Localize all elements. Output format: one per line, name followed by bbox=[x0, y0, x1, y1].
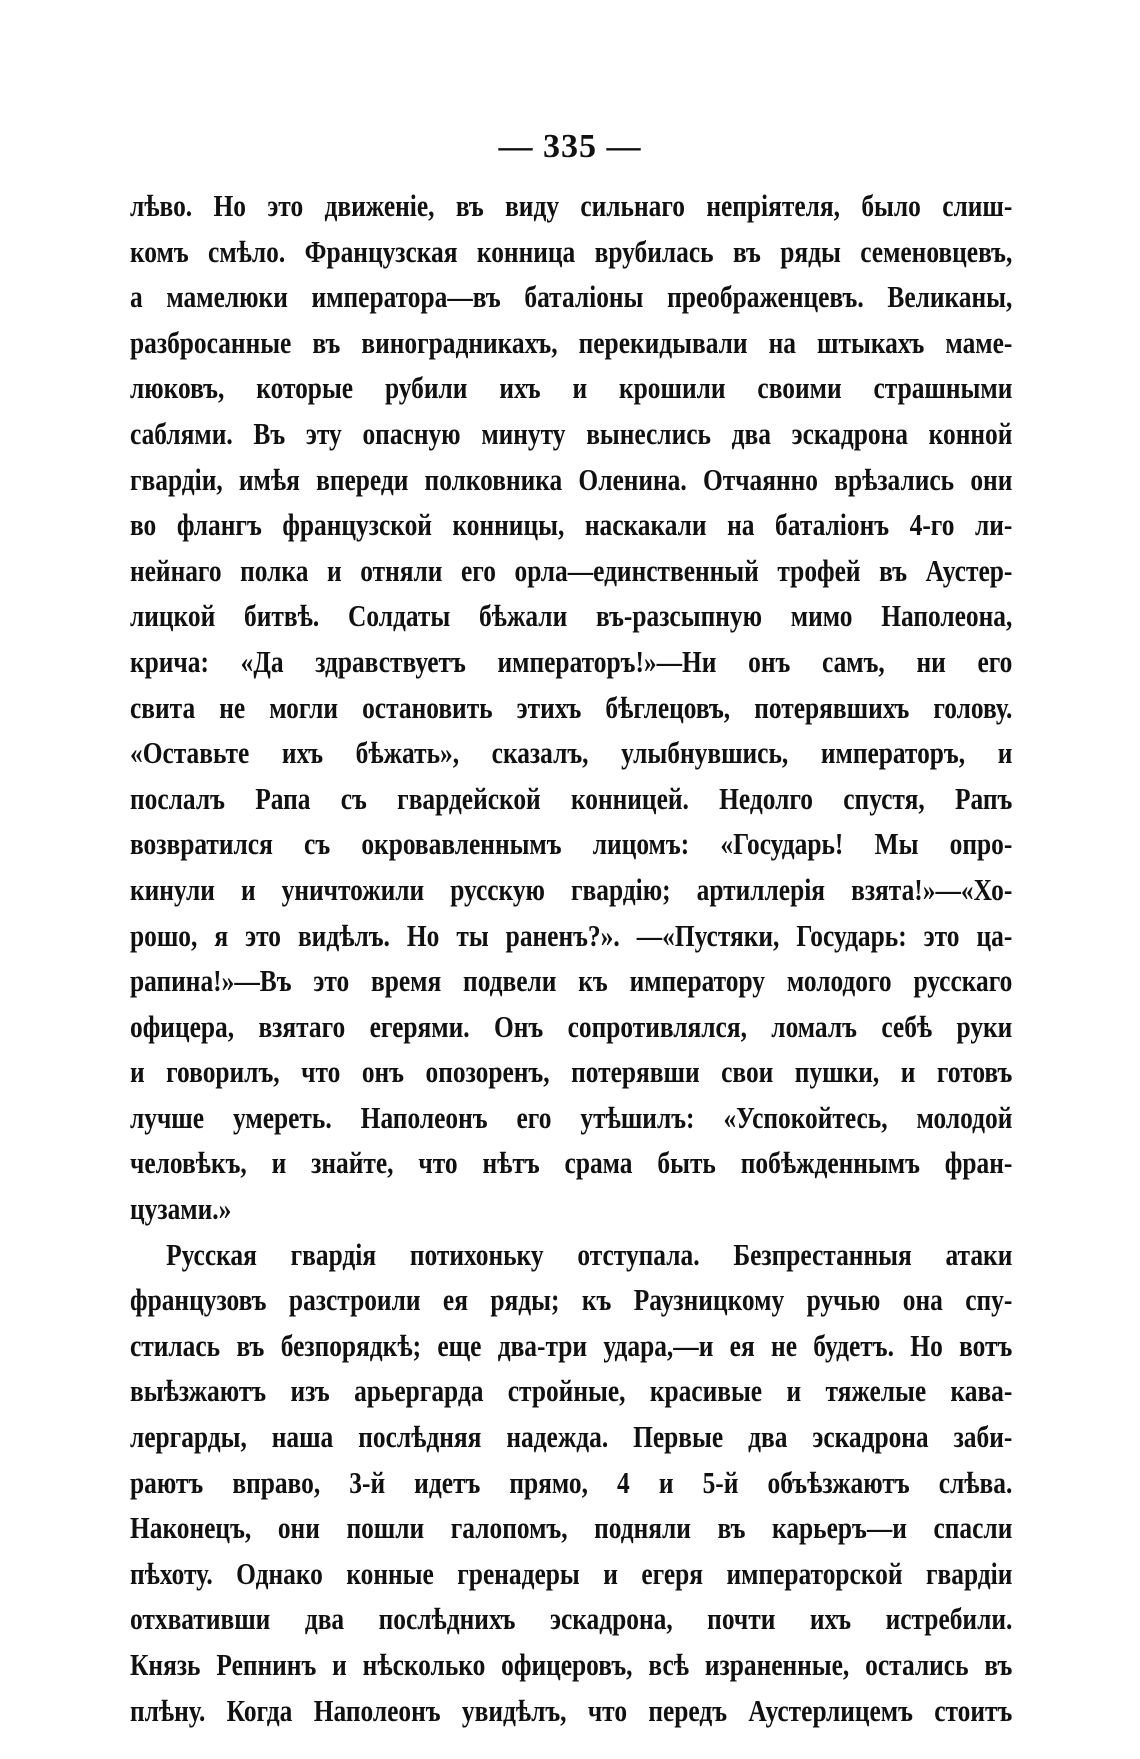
text-line: «Оставьте ихъ бѣжать», сказалъ, улыбнувшись, императоръ, и bbox=[130, 735, 1013, 771]
text-line: и говорилъ, что онъ опозоренъ, потерявши свои пушки, и готовъ bbox=[130, 1054, 1013, 1090]
text-line: плѣну. Когда Наполеонъ увидѣлъ, что передъ Аустерлицемъ стоитъ bbox=[130, 1692, 1013, 1728]
text-line: послалъ Рапа съ гвардейской конницей. Недолго спустя, Рапъ bbox=[130, 780, 1013, 816]
text-line: рапина!»—Въ это время подвели къ императору молодого русскаго bbox=[130, 963, 1013, 999]
text-line: лѣво. Но это движеніе, въ виду сильнаго непріятеля, было слиш- bbox=[130, 188, 1013, 223]
text-line: во флангъ французской конницы, наскакали на баталіонъ 4-го ли- bbox=[130, 507, 1013, 543]
text-line: французовъ разстроили ея ряды; къ Раузницкому ручью она спу- bbox=[130, 1282, 1013, 1318]
text-line: возвратился съ окровавленнымъ лицомъ: «Государь! Мы опро- bbox=[130, 826, 1013, 862]
text-line: цузами.» bbox=[130, 1191, 232, 1227]
text-line: Русская гвардія потихоньку отступала. Безпрестанныя атаки bbox=[166, 1236, 1013, 1272]
text-line: лергарды, наша послѣдняя надежда. Первые два эскадрона заби- bbox=[130, 1419, 1013, 1455]
text-line: кинули и уничтожили русскую гвардію; артиллерія взята!»—«Хо- bbox=[130, 871, 1013, 907]
text-line: человѣкъ, и знайте, что нѣтъ срама быть побѣжденнымъ фран- bbox=[130, 1145, 1013, 1181]
text-line: нейнаго полка и отняли его орла—единственный трофей въ Аустер- bbox=[130, 552, 1013, 588]
text-line: лучше умереть. Наполеонъ его утѣшилъ: «Успокойтесь, молодой bbox=[130, 1099, 1013, 1135]
text-line: рошо, я это видѣлъ. Но ты раненъ?». —«Пустяки, Государь: это ца- bbox=[130, 917, 1013, 953]
text-line: разбросанные въ виноградникахъ, перекидывали на штыкахъ маме- bbox=[130, 324, 1013, 360]
text-line: Наконецъ, они пошли галопомъ, подняли въ карьеръ—и спасли bbox=[130, 1510, 1013, 1546]
text-line: лицкой битвѣ. Солдаты бѣжали въ-разсыпную мимо Наполеона, bbox=[130, 598, 1013, 634]
text-line: раютъ вправо, 3-й идетъ прямо, 4 и 5-й объѣзжаютъ слѣва. bbox=[130, 1464, 1013, 1500]
text-line: комъ смѣло. Французская конница врубилась въ ряды семеновцевъ, bbox=[130, 233, 1013, 269]
text-line: Князь Репнинъ и нѣсколько офицеровъ, всѣ израненные, остались въ bbox=[130, 1647, 1013, 1682]
text-line: крича: «Да здравствуетъ императоръ!»—Ни онъ самъ, ни его bbox=[130, 643, 1013, 679]
text-line: саблями. Въ эту опасную минуту вынеслись два эскадрона конной bbox=[130, 415, 1013, 451]
text-line: стилась въ безпорядкѣ; еще два-три удара,—и ея не будетъ. Но вотъ bbox=[130, 1327, 1013, 1363]
text-line: пѣхоту. Однако конные гренадеры и егеря императорской гвардіи bbox=[130, 1555, 1013, 1591]
text-line: а мамелюки императора—въ баталіоны преображенцевъ. Великаны, bbox=[130, 279, 1013, 315]
body-text bbox=[130, 183, 1012, 1733]
text-line: гвардіи, имѣя впереди полковника Оленина. Отчаянно врѣзались они bbox=[130, 461, 1013, 497]
text-line: отхвативши два послѣднихъ эскадрона, почти ихъ истребили. bbox=[130, 1601, 1013, 1637]
text-line: выѣзжаютъ изъ арьергарда стройные, красивые и тяжелые кава- bbox=[130, 1373, 1013, 1409]
text-line: люковъ, которые рубили ихъ и крошили своими страшными bbox=[130, 370, 1013, 406]
text-line: офицера, взятаго егерями. Онъ сопротивлялся, ломалъ себѣ руки bbox=[130, 1008, 1013, 1044]
text-line: свита не могли остановить этихъ бѣглецовъ, потерявшихъ голову. bbox=[130, 689, 1013, 725]
page-number: — 335 — bbox=[498, 128, 642, 165]
